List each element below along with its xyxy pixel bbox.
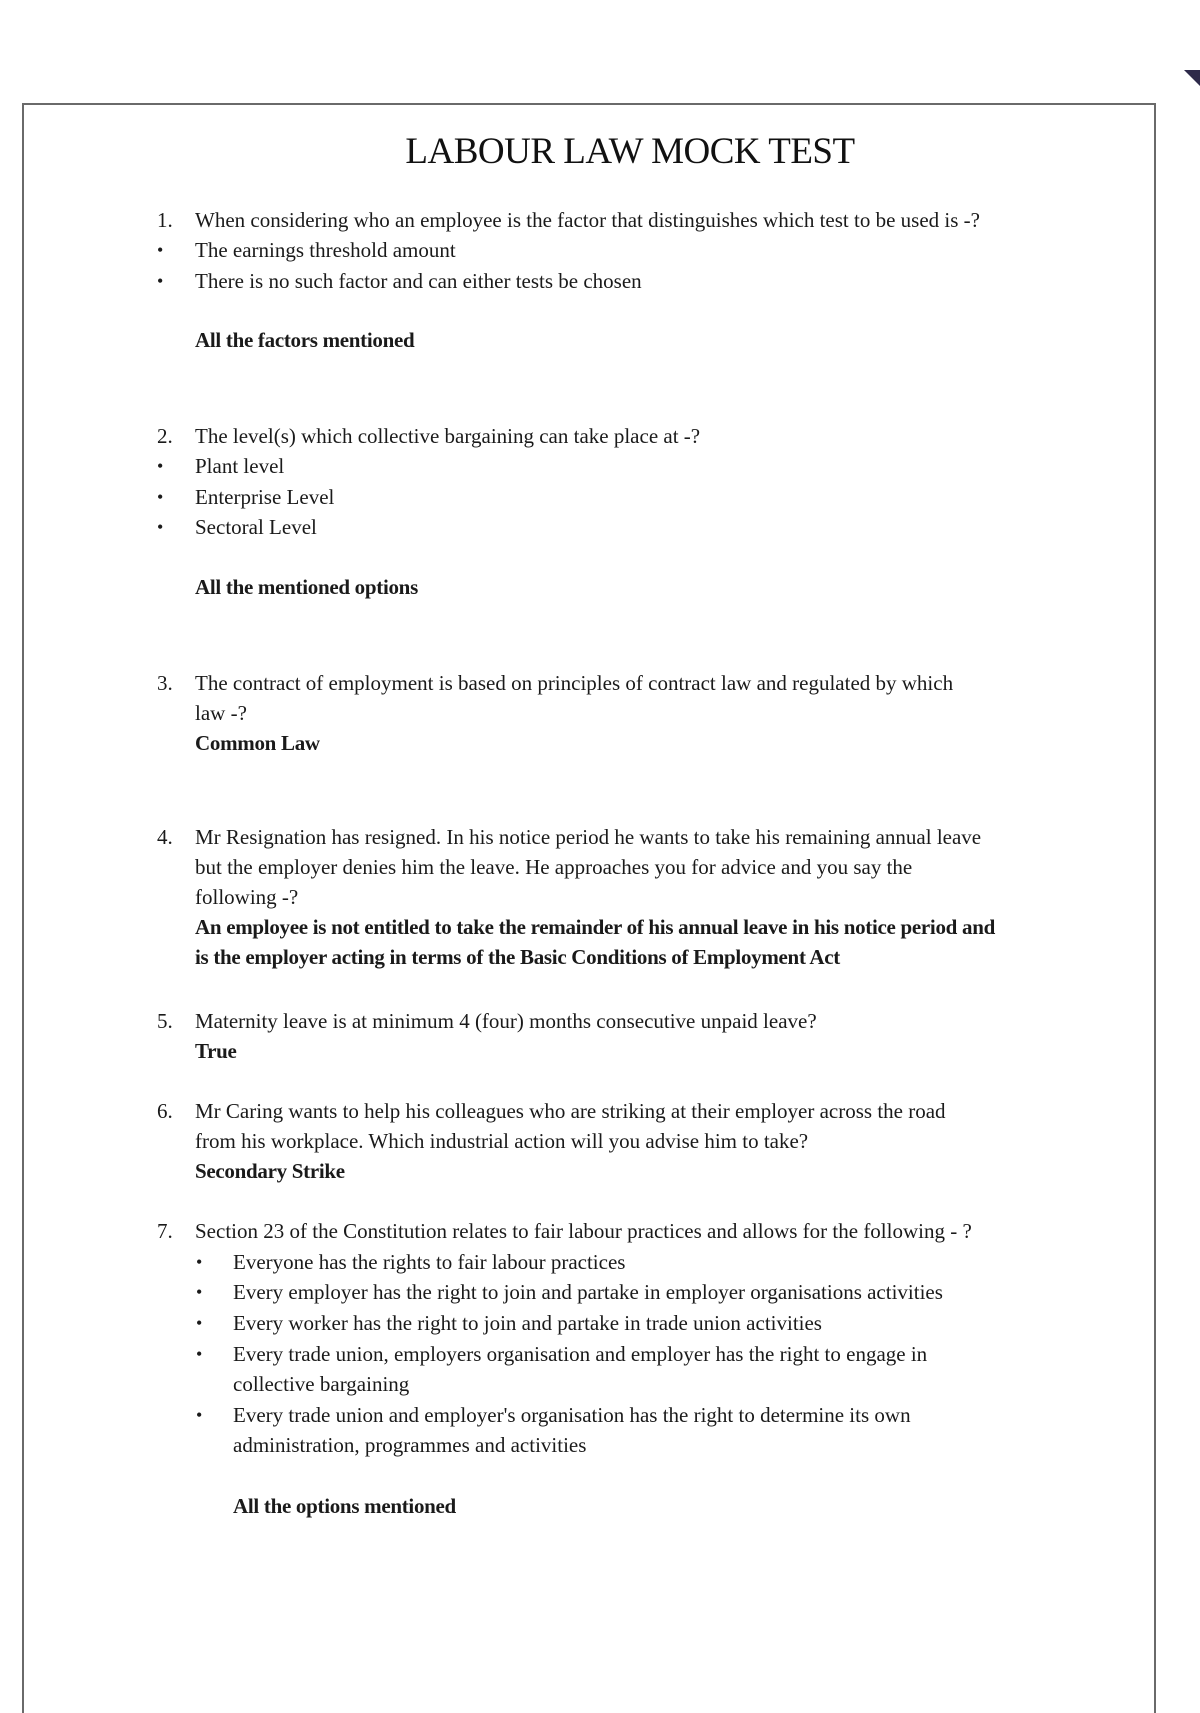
- option-text: There is no such factor and can either tests be chosen: [195, 269, 642, 293]
- option-text-line: Everyone has the rights to fair labour practices: [233, 1250, 626, 1274]
- question-text: The level(s) which collective bargaining can take place at -?: [195, 424, 701, 448]
- question-number: 3.: [157, 671, 173, 695]
- answer-text: Common Law: [195, 731, 320, 755]
- bullet-icon: •: [157, 487, 164, 507]
- bullet-icon: •: [157, 456, 164, 476]
- answer-text-line: An employee is not entitled to take the remainder of his annual leave in his notice period and: [195, 915, 995, 939]
- option-text: [233, 1247, 1033, 1277]
- option-text: Sectoral Level: [195, 515, 317, 539]
- option-text-line: collective bargaining: [233, 1372, 410, 1396]
- question-text-line: Mr Resignation has resigned. In his notice period he wants to take his remaining annual leave: [195, 825, 982, 849]
- option-text-line: Every trade union, employers organisation and employer has the right to engage in: [233, 1342, 928, 1366]
- bullet-icon: •: [196, 1252, 203, 1272]
- question-text: Maternity leave is at minimum 4 (four) months consecutive unpaid leave?: [195, 1009, 817, 1033]
- answer-text: Secondary Strike: [195, 1159, 345, 1183]
- question-text-line: from his workplace. Which industrial action will you advise him to take?: [195, 1129, 809, 1153]
- question-number: 1.: [157, 208, 173, 232]
- answer-text: All the factors mentioned: [195, 328, 415, 352]
- question-text: [195, 668, 1055, 728]
- question-text: [195, 822, 1055, 912]
- question-text-line: The contract of employment is based on principles of contract law and regulated by which: [195, 671, 954, 695]
- option-text: The earnings threshold amount: [195, 238, 456, 262]
- question-text-line: law -?: [195, 701, 247, 725]
- answer-text: [195, 912, 1055, 972]
- option-text-line: administration, programmes and activities: [233, 1433, 587, 1457]
- page-title: LABOUR LAW MOCK TEST: [405, 131, 855, 172]
- option-text-line: Every worker has the right to join and partake in trade union activities: [233, 1311, 822, 1335]
- question-number: 2.: [157, 424, 173, 448]
- bullet-icon: •: [196, 1313, 203, 1333]
- bullet-icon: •: [196, 1405, 203, 1425]
- option-text: [233, 1400, 1033, 1460]
- question-number: 7.: [157, 1219, 173, 1243]
- option-text: Enterprise Level: [195, 485, 335, 509]
- bullet-icon: •: [157, 517, 164, 537]
- corner-fold-mark: [1184, 70, 1200, 86]
- answer-text: All the mentioned options: [195, 575, 418, 599]
- question-text: When considering who an employee is the factor that distinguishes which test to be used is -?: [195, 208, 980, 232]
- question-text-line: Mr Caring wants to help his colleagues who are striking at their employer across the road: [195, 1099, 946, 1123]
- question-number: 4.: [157, 825, 173, 849]
- bullet-icon: •: [196, 1344, 203, 1364]
- answer-text-line: is the employer acting in terms of the Basic Conditions of Employment Act: [195, 945, 841, 969]
- option-text-line: Every trade union and employer's organisation has the right to determine its own: [233, 1403, 911, 1427]
- option-text: [233, 1339, 1033, 1399]
- option-text: [233, 1308, 1033, 1338]
- question-number: 6.: [157, 1099, 173, 1123]
- question-text-line: but the employer denies him the leave. He approaches you for advice and you say the: [195, 855, 913, 879]
- bullet-icon: •: [157, 271, 164, 291]
- question-text-line: following -?: [195, 885, 299, 909]
- answer-text: True: [195, 1039, 237, 1063]
- question-number: 5.: [157, 1009, 173, 1033]
- option-text: [233, 1277, 1033, 1307]
- option-text-line: Every employer has the right to join and partake in employer organisations activities: [233, 1280, 943, 1304]
- question-text: Section 23 of the Constitution relates to fair labour practices and allows for the following - ?: [195, 1219, 972, 1243]
- option-text: Plant level: [195, 454, 285, 478]
- answer-text: All the options mentioned: [233, 1494, 456, 1518]
- question-text: [195, 1096, 1055, 1156]
- bullet-icon: •: [157, 240, 164, 260]
- bullet-icon: •: [196, 1282, 203, 1302]
